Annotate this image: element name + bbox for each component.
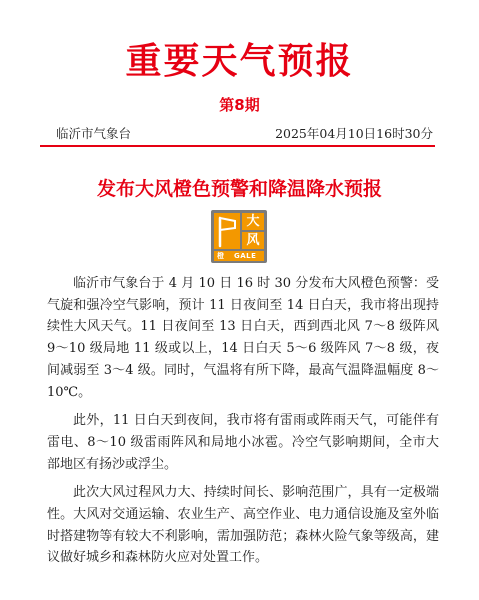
badge-char-da: 大	[242, 213, 264, 230]
badge-footer	[214, 251, 264, 261]
header-divider	[40, 145, 435, 147]
orange-windsock-icon	[214, 213, 240, 249]
issue-datetime: 2025年04月10日16时30分	[275, 126, 433, 141]
document-title: 重要天气预报	[125, 41, 354, 82]
paragraph-impact: 此次大风过程风力大、持续时间长、影响范围广，具有一定极端性。大风对交通运输、农业生产、高空作业、电力通信设施及室外临时搭建物等有较大不利影响，需加强防范；森林火险气象等级高，建议做好城乡和森林防火应对处置工作。	[47, 485, 439, 566]
issuing-agency: 临沂市气象台	[56, 126, 132, 141]
badge-footer-en: GALE	[234, 252, 257, 260]
forecast-headline: 发布大风橙色预警和降温降水预报	[96, 178, 382, 200]
badge-char-feng: 风	[242, 232, 264, 249]
issue-number: 第8期	[219, 96, 260, 114]
paragraph-thunderstorm: 此外，11 日白天到夜间，我市将有雷雨或阵雨天气，可能伴有雷电、8～10 级雷雨阵风和局地小冰雹。冷空气影响期间，全市大部地区有扬沙或浮尘。	[47, 413, 439, 472]
windsock-icon-graphic	[214, 213, 240, 249]
forecast-body	[47, 273, 439, 576]
paragraph-warning: 临沂市气象台于 4 月 10 日 16 时 30 分发布大风橙色预警：受气旋和强冷空气影响，预计 11 日夜间至 14 日白天，我市将出现持续性大风天气。11 日夜间至 13 日白天，西到西北风 7～8 级阵风 9～10 级局地 11 级或以上，14 日白天 5～6 级阵风 7～8 级，夜间减弱至 3～4 级。同时，气温将有所下降，最高气温降温幅度 8～10℃。	[47, 276, 439, 400]
gale-orange-warning-badge	[211, 210, 267, 263]
badge-footer-cn: 橙	[217, 252, 224, 260]
